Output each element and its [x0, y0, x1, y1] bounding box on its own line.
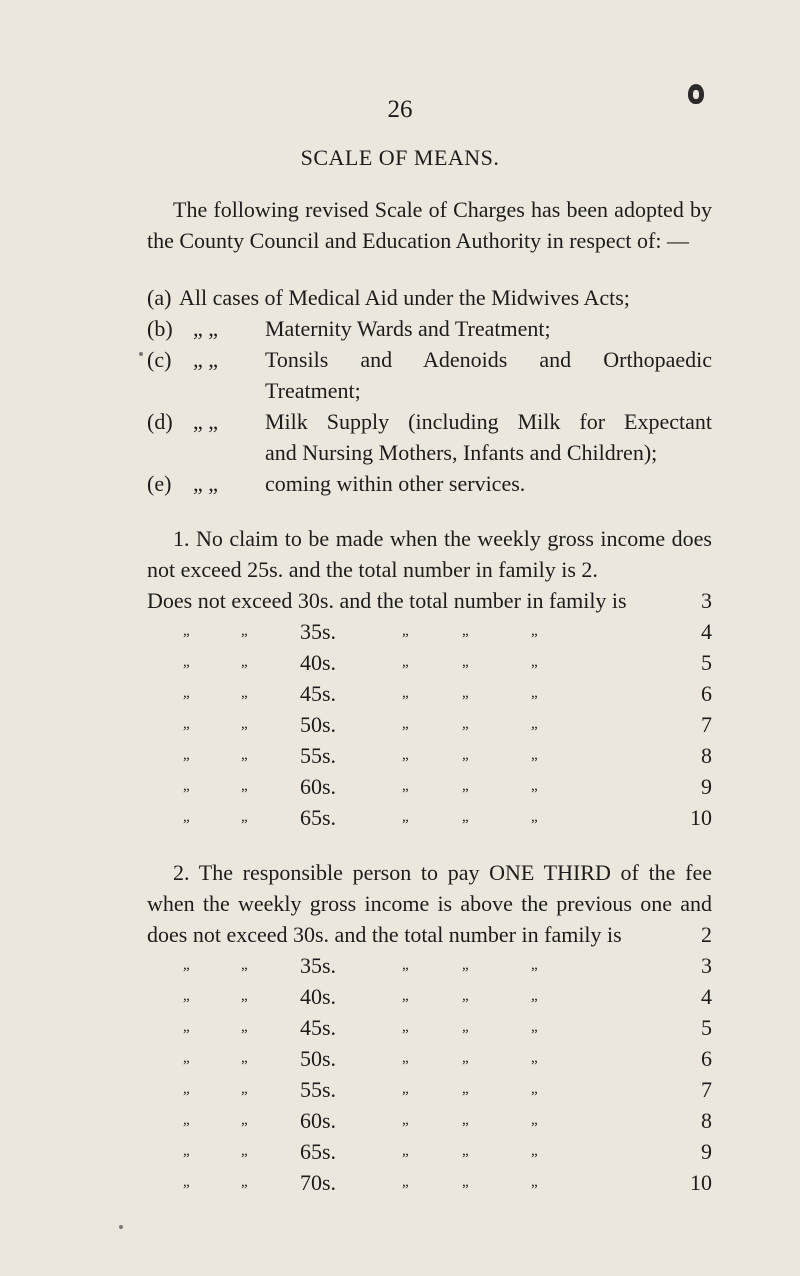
ditto-mark: „ — [531, 1112, 538, 1128]
ditto-mark: „ — [462, 1174, 469, 1190]
ditto-mark: „ — [462, 747, 469, 763]
item-letter: (a) — [147, 285, 172, 310]
ditto-mark: „ — [183, 1143, 190, 1159]
ditto-mark: „ — [402, 957, 409, 973]
item-text-line: Milk Supply (including Milk for Expectant — [265, 409, 712, 434]
item-text-line: Maternity Wards and Treatment; — [265, 316, 551, 341]
ditto-mark: „ — [462, 988, 469, 1004]
ditto-mark: „ — [241, 1112, 248, 1128]
ditto-mark: „ — [183, 778, 190, 794]
ditto-mark: „ — [531, 1143, 538, 1159]
family-number: 7 — [701, 1077, 712, 1102]
ditto-mark: „ — [531, 623, 538, 639]
table-row — [147, 1077, 712, 1108]
ditto-mark: „ — [402, 778, 409, 794]
table-row — [147, 712, 712, 743]
section-2-table — [147, 953, 712, 1201]
ditto-mark: „ — [402, 988, 409, 1004]
ditto-mark: „ — [531, 809, 538, 825]
service-item-a — [147, 282, 712, 313]
ditto-mark: „ — [183, 1174, 190, 1190]
ditto-mark: „ — [183, 685, 190, 701]
income-amount: 45s. — [300, 681, 337, 706]
ditto-mark: „ — [462, 1050, 469, 1066]
ditto-mark: „ — [462, 778, 469, 794]
item-ditto-marks: „ „ — [193, 409, 219, 434]
income-amount: 40s. — [300, 984, 337, 1009]
ditto-mark: „ — [531, 685, 538, 701]
ditto-mark: „ — [531, 1081, 538, 1097]
ditto-mark: „ — [531, 716, 538, 732]
ditto-mark: „ — [402, 809, 409, 825]
paper-speck — [119, 1225, 123, 1229]
intro-line-2: the County Council and Education Authority in respect of: — — [147, 228, 689, 253]
family-number: 3 — [701, 953, 712, 978]
ditto-mark: „ — [462, 716, 469, 732]
item-text-line: All cases of Medical Aid under the Midwives Acts; — [179, 285, 630, 310]
ditto-mark: „ — [183, 957, 190, 973]
income-amount: 50s. — [300, 712, 337, 737]
intro-paragraph — [147, 194, 712, 256]
ditto-mark: „ — [402, 1050, 409, 1066]
ditto-mark: „ — [241, 685, 248, 701]
section-2-lead-number: 2 — [701, 922, 712, 947]
ditto-mark: „ — [462, 1143, 469, 1159]
table-row — [147, 1015, 712, 1046]
income-amount: 35s. — [300, 619, 337, 644]
service-item-c — [147, 344, 712, 406]
ditto-mark: „ — [531, 988, 538, 1004]
intro-line-1: The following revised Scale of Charges has been adopted by — [173, 197, 712, 222]
family-number: 5 — [701, 1015, 712, 1040]
ditto-mark: „ — [402, 1112, 409, 1128]
ditto-mark: „ — [241, 1143, 248, 1159]
ditto-mark: „ — [531, 1050, 538, 1066]
ditto-mark: „ — [531, 1019, 538, 1035]
table-row — [147, 1108, 712, 1139]
ditto-mark: „ — [462, 623, 469, 639]
family-number: 9 — [701, 1139, 712, 1164]
page-title: SCALE OF MEANS. — [300, 145, 500, 170]
income-amount: 60s. — [300, 1108, 337, 1133]
section-2-lead-text: does not exceed 30s. and the total number in family is — [147, 922, 622, 947]
section-1-lead-number: 3 — [701, 588, 712, 613]
ditto-mark: „ — [531, 957, 538, 973]
ditto-mark: „ — [402, 716, 409, 732]
section-1-line-2: not exceed 25s. and the total number in family is 2. — [147, 557, 598, 582]
service-item-e — [147, 468, 712, 499]
income-amount: 60s. — [300, 774, 337, 799]
punch-hole-mark — [688, 84, 704, 104]
family-number: 10 — [690, 805, 712, 830]
ditto-mark: „ — [241, 623, 248, 639]
family-number: 4 — [701, 984, 712, 1009]
service-item-b — [147, 313, 712, 344]
ditto-mark: „ — [462, 1081, 469, 1097]
table-row — [147, 1046, 712, 1077]
ditto-mark: „ — [402, 1174, 409, 1190]
family-number: 6 — [701, 1046, 712, 1071]
ditto-mark: „ — [462, 1019, 469, 1035]
family-number: 9 — [701, 774, 712, 799]
ditto-mark: „ — [241, 1050, 248, 1066]
item-letter: (e) — [147, 471, 172, 496]
ditto-mark: „ — [241, 1019, 248, 1035]
table-row — [147, 650, 712, 681]
income-amount: 65s. — [300, 1139, 337, 1164]
ditto-mark: „ — [241, 716, 248, 732]
table-row — [147, 774, 712, 805]
item-ditto-marks: „ „ — [193, 316, 219, 341]
income-amount: 55s. — [300, 1077, 337, 1102]
ditto-mark: „ — [462, 654, 469, 670]
family-number: 5 — [701, 650, 712, 675]
table-row — [147, 1139, 712, 1170]
item-text-line: and Nursing Mothers, Infants and Children); — [265, 440, 658, 465]
ditto-mark: „ — [402, 654, 409, 670]
ditto-mark: „ — [402, 685, 409, 701]
family-number: 10 — [690, 1170, 712, 1195]
ditto-mark: „ — [241, 1081, 248, 1097]
income-amount: 40s. — [300, 650, 337, 675]
ditto-mark: „ — [402, 747, 409, 763]
item-letter: (b) — [147, 316, 173, 341]
ditto-mark: „ — [462, 809, 469, 825]
table-row — [147, 953, 712, 984]
section-1-paragraph — [147, 523, 712, 616]
ditto-mark: „ — [183, 654, 190, 670]
ditto-mark: „ — [183, 988, 190, 1004]
income-amount: 70s. — [300, 1170, 337, 1195]
ditto-mark: „ — [183, 747, 190, 763]
ditto-mark: „ — [183, 809, 190, 825]
ditto-mark: „ — [462, 685, 469, 701]
table-row — [147, 984, 712, 1015]
ditto-mark: „ — [402, 1019, 409, 1035]
ditto-mark: „ — [531, 778, 538, 794]
ditto-mark: „ — [462, 957, 469, 973]
section-1-lead-row — [147, 585, 712, 616]
table-row — [147, 619, 712, 650]
item-letter: (c) — [147, 347, 172, 372]
item-ditto-marks: „ „ — [193, 347, 219, 372]
ditto-mark: „ — [241, 1174, 248, 1190]
ditto-mark: „ — [531, 654, 538, 670]
section-2-lead-row — [147, 919, 712, 950]
page-number: 26 — [387, 96, 413, 123]
section-1-table — [147, 619, 712, 836]
income-amount: 65s. — [300, 805, 337, 830]
income-amount: 45s. — [300, 1015, 337, 1040]
ditto-mark: „ — [402, 1143, 409, 1159]
ditto-mark: „ — [183, 1050, 190, 1066]
family-number: 8 — [701, 1108, 712, 1133]
income-amount: 50s. — [300, 1046, 337, 1071]
ditto-mark: „ — [531, 747, 538, 763]
item-letter: (d) — [147, 409, 173, 434]
ditto-mark: „ — [183, 1112, 190, 1128]
item-ditto-marks: „ „ — [193, 471, 219, 496]
section-2-line-2: when the weekly gross income is above the previous one and — [147, 891, 712, 916]
table-row — [147, 1170, 712, 1201]
table-row — [147, 681, 712, 712]
item-text-line: coming within other services. — [265, 471, 526, 496]
item-text-line: Tonsils and Adenoids and Orthopaedic — [265, 347, 712, 372]
ditto-mark: „ — [241, 778, 248, 794]
family-number: 8 — [701, 743, 712, 768]
income-amount: 35s. — [300, 953, 337, 978]
paper-speck — [139, 352, 143, 356]
section-1-lead-text: Does not exceed 30s. and the total number in family is — [147, 588, 627, 613]
section-2-line-1: 2. The responsible person to pay ONE THIRD of the fee — [173, 860, 712, 885]
income-amount: 55s. — [300, 743, 337, 768]
ditto-mark: „ — [531, 1174, 538, 1190]
ditto-mark: „ — [241, 988, 248, 1004]
section-1-line-1: 1. No claim to be made when the weekly gross income does — [173, 526, 712, 551]
ditto-mark: „ — [241, 957, 248, 973]
ditto-mark: „ — [241, 747, 248, 763]
ditto-mark: „ — [241, 809, 248, 825]
ditto-mark: „ — [241, 654, 248, 670]
ditto-mark: „ — [183, 716, 190, 732]
family-number: 4 — [701, 619, 712, 644]
section-2-paragraph — [147, 857, 712, 950]
family-number: 6 — [701, 681, 712, 706]
ditto-mark: „ — [183, 1081, 190, 1097]
ditto-mark: „ — [462, 1112, 469, 1128]
ditto-mark: „ — [183, 1019, 190, 1035]
ditto-mark: „ — [402, 1081, 409, 1097]
service-item-d — [147, 406, 712, 468]
table-row — [147, 743, 712, 774]
ditto-mark: „ — [183, 623, 190, 639]
family-number: 7 — [701, 712, 712, 737]
item-text-line: Treatment; — [265, 378, 361, 403]
table-row — [147, 805, 712, 836]
ditto-mark: „ — [402, 623, 409, 639]
service-list — [147, 282, 712, 499]
